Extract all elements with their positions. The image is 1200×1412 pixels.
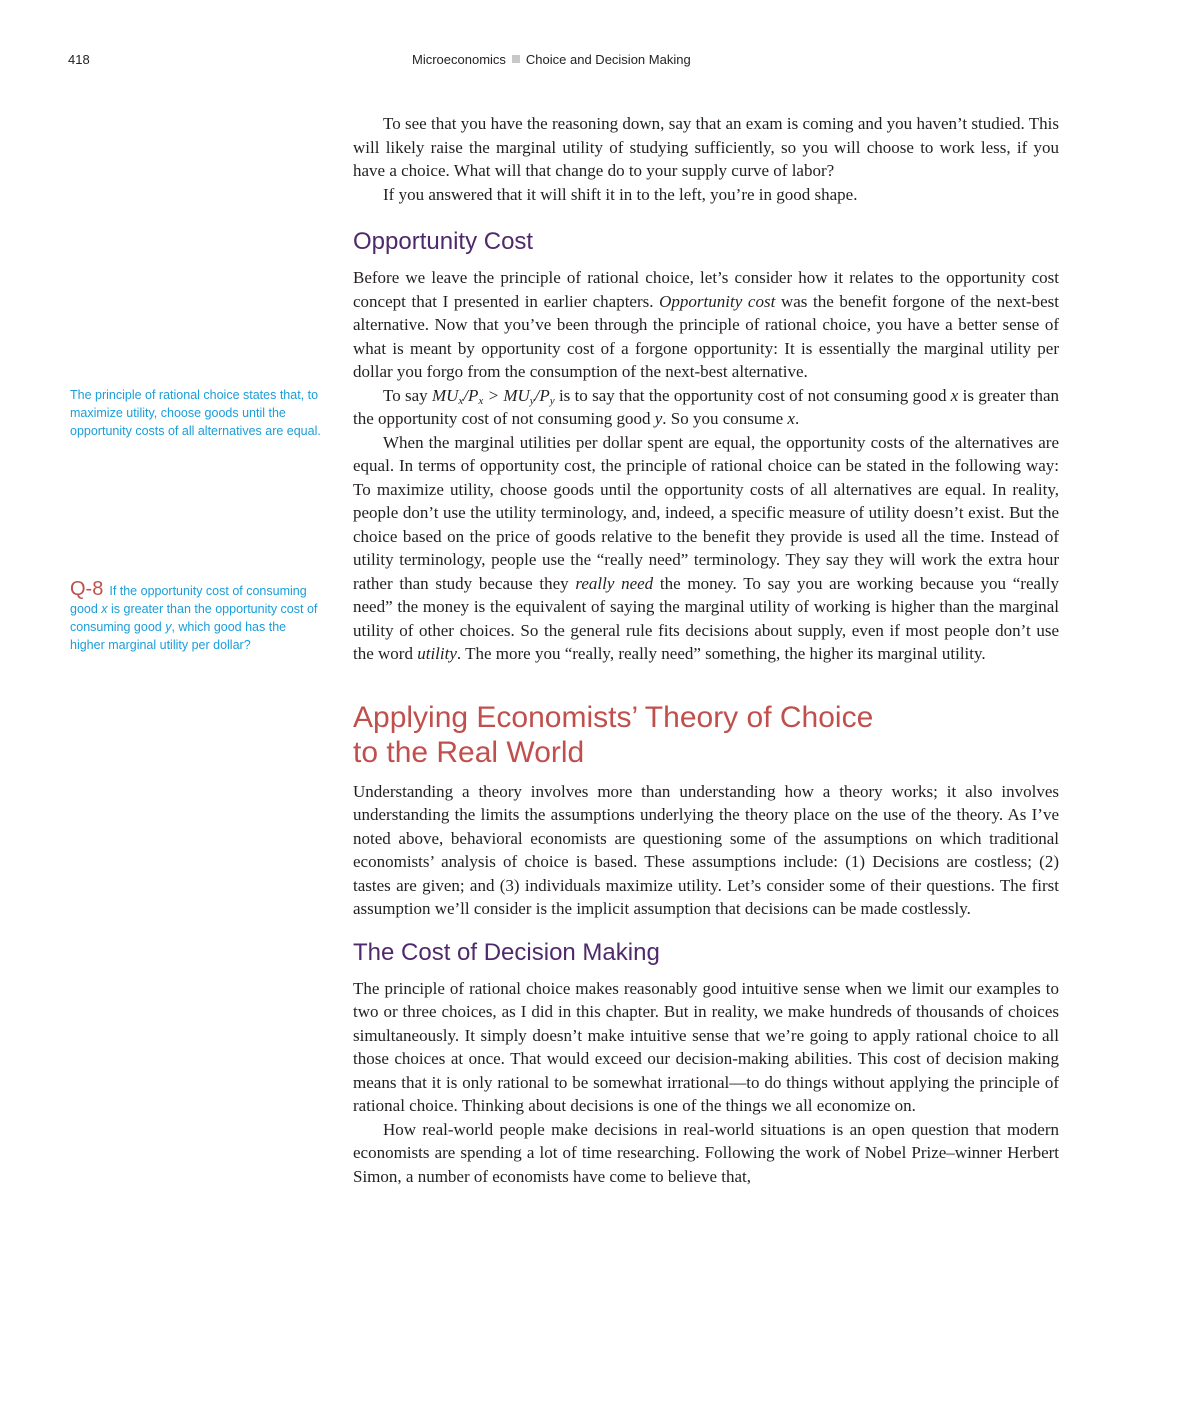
paragraph: How real-world people make decisions in real-world situations is an open question that modern economists are spending a lot of time researching. Following the work of Nobel Prize–winner Herbert Simon, a number of economists have come to believe that, xyxy=(353,1119,1059,1186)
page-header xyxy=(68,52,1068,72)
section-heading-opportunity-cost: Opportunity Cost xyxy=(353,228,534,255)
main-text xyxy=(353,112,1059,1188)
paragraph: The principle of rational choice makes reasonably good intuitive sense when we limit our examples to two or three choices, as I did in this chapter. But in reality, we make hundreds of thousands of choices simultaneously. It simply doesn’t make intuitive sense that we’re going to apply rational choice to all those choices at once. That would exceed our decision-making abilities. This cost of decision making means that it is only rational to be somewhat irrational—to do things without applying the principle of rational choice. Thinking about decisions is one of the things we all economize on. xyxy=(353,978,1059,1115)
running-head xyxy=(412,52,691,67)
formula: $MU_x/P_x > MU_y/P_y$ xyxy=(431,385,555,407)
section-heading-applying-theory: Applying Economists’ Theory of Choice to the Real World xyxy=(353,700,874,769)
paragraph: To see that you have the reasoning down, say that an exam is coming and you haven’t studied. This will likely raise the marginal utility of studying sufficiently, so you will choose to work less, if you have a choice. What will that change do to your supply curve of labor? xyxy=(353,114,1059,180)
separator-square xyxy=(512,55,520,63)
book-title: Microeconomics xyxy=(412,52,506,67)
paragraph: To say $MU_x/P_x > MU_y/P_y$ is to say that the opportunity cost of not consuming good x is greater than the opportunity cost of not consuming good y. So you consume x. xyxy=(353,385,1059,428)
paragraph: Before we leave the principle of rational choice, let’s consider how it relates to the opportunity cost concept that I presented in earlier chapters. Opportunity cost was the benefit forgone of the next-best alternative. Now that you’ve been through the principle of rational choice, you have a better sense of what is meant by opportunity cost of a forgone opportunity: It is essentially the marginal utility per dollar you forgo from the consumption of the next-best alternative. xyxy=(353,268,1059,381)
paragraph: Understanding a theory involves more than understanding how a theory works; it also involves understanding the limits the assumptions underlying the theory place on the use of the theory. As I’ve noted above, behavioral economists are questioning some of the assumptions on which traditional economists’ analysis of choice is based. These assumptions include: (1) Decisions are costless; (2) tastes are given; and (3) individuals maximize utility. Let’s consider some of their questions. The first assumption we’ll consider is the implicit assumption that decisions can be made costlessly. xyxy=(353,781,1059,918)
margin-definition-note: The principle of rational choice states that, to maximize utility, choose goods until the opportunity costs of all alternatives are equal. xyxy=(70,388,321,438)
paragraph: When the marginal utilities per dollar spent are equal, the opportunity costs of the alternatives are equal. In terms of opportunity cost, the principle of rational choice can be stated in the following way: To maximize utility, choose goods until the opportunity costs of all alternatives are equal. In reality, people don’t use the utility terminology, and, indeed, a specific measure of utility doesn’t exist. But the choice based on the price of goods relative to the benefit they provide is used all the time. Instead of utility terminology, people use the “really need” terminology. They say they will work the extra hour rather than study because they really need the money. To say you are working because you “really need” the money is the equivalent of saying the marginal utility of working is higher than the marginal utility of other choices. So the general rule fits decisions about supply, even if most people don’t use the word utility. The more you “really, really need” something, the higher its marginal utility. xyxy=(353,432,1059,663)
question-label: Q-8 xyxy=(70,578,104,600)
page-number: 418 xyxy=(68,52,90,67)
section-heading-cost-of-decision-making: The Cost of Decision Making xyxy=(353,938,660,966)
paragraph: If you answered that it will shift it in to the left, you’re in good shape. xyxy=(383,184,858,204)
key-term: Opportunity cost xyxy=(659,291,776,311)
margin-question-note: Q-8 If the opportunity cost of consuming good x is greater than the opportunity cost of consuming good y, which good has the higher marginal utility per dollar? xyxy=(70,578,318,652)
chapter-title: Choice and Decision Making xyxy=(525,52,691,67)
